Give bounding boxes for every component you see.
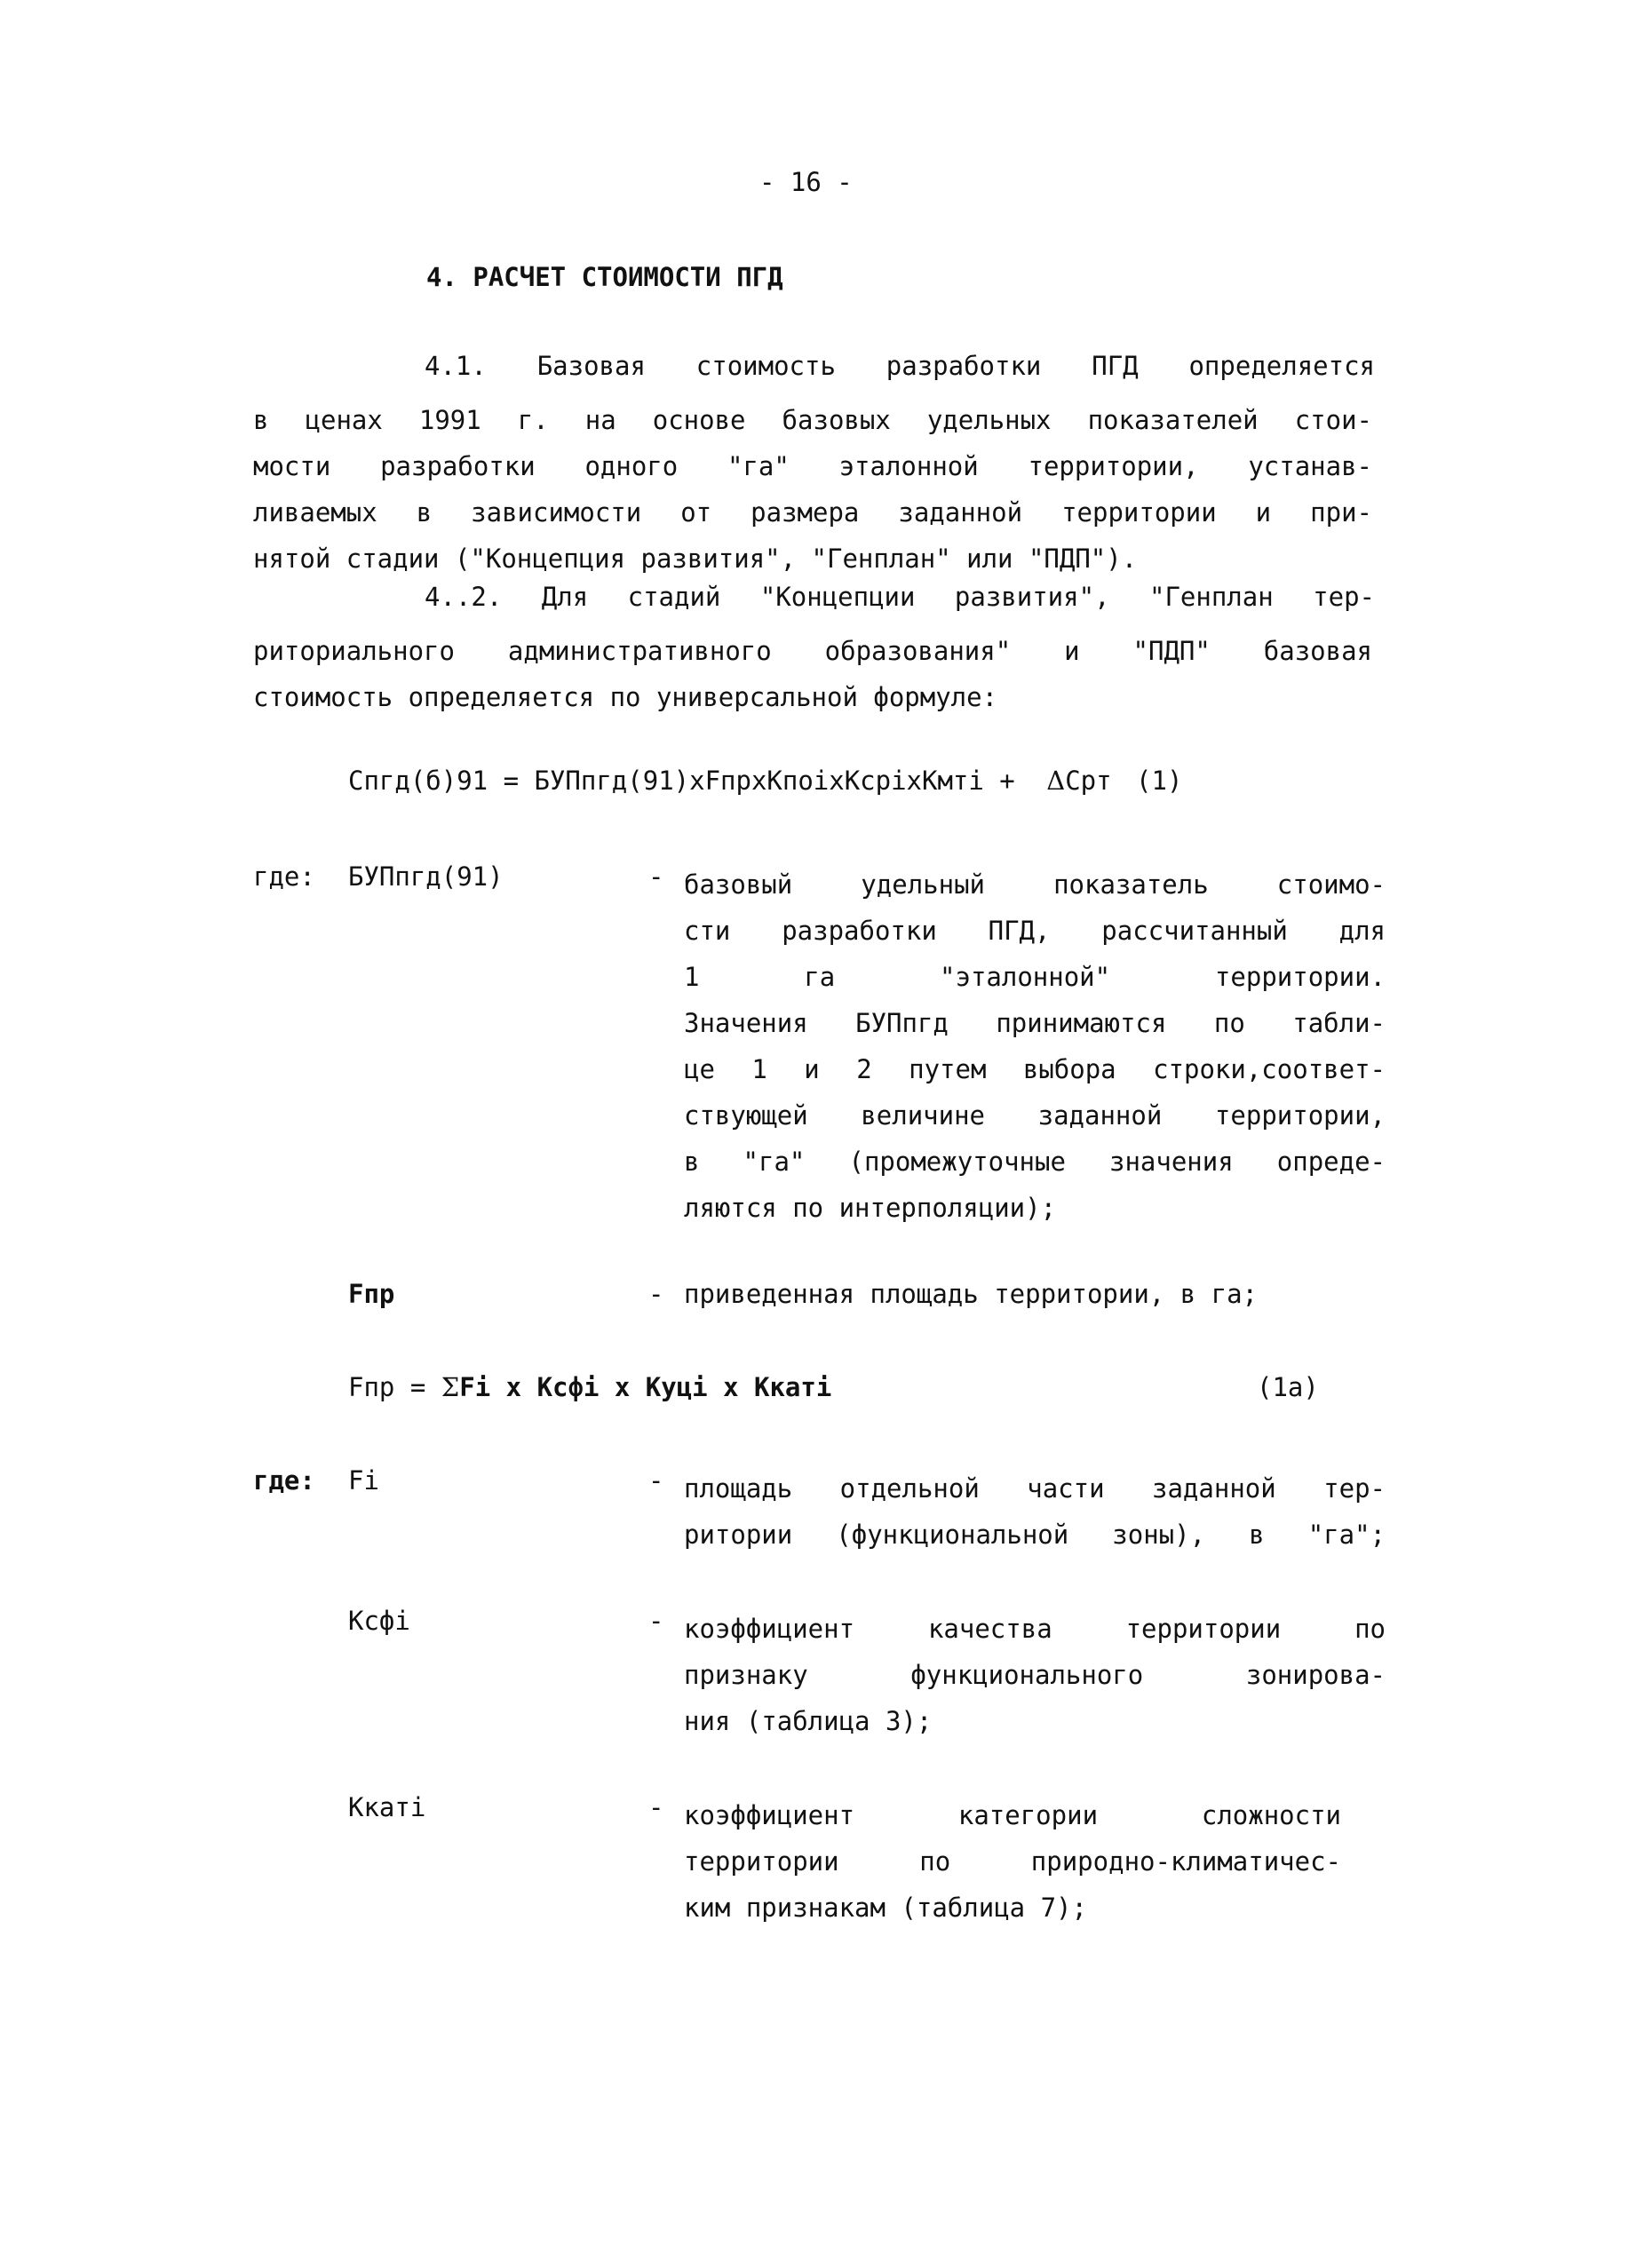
paragraph-line: 4..2. Для стадий "Концепции развития", "Генплан тер- bbox=[425, 582, 1375, 612]
definition-line: Значения БУПпгд принимаются по табли- bbox=[684, 1008, 1386, 1038]
definition-line: ляются по интерполяции); bbox=[684, 1193, 1057, 1223]
formula-1-tail: Срт bbox=[1065, 766, 1112, 796]
definition-line: признаку функционального зонирова- bbox=[684, 1660, 1386, 1690]
definition-line: 1 га "эталонной" территории. bbox=[684, 962, 1386, 992]
formula-1a-rhs: Fi х Ксфi х Куцi х Ккатi bbox=[459, 1372, 832, 1402]
definition-line: ким признакам (таблица 7); bbox=[684, 1893, 1087, 1923]
formula-1a-number: (1а) bbox=[1257, 1372, 1319, 1402]
page-number: - 16 - bbox=[759, 167, 853, 197]
definition-text bbox=[684, 1465, 1386, 1558]
formula-1-number: (1) bbox=[1136, 766, 1183, 796]
definition-line: площадь отдельной части заданной тер- bbox=[684, 1473, 1386, 1504]
paragraph-line: мости разработки одного "га" эталонной территории, устанав- bbox=[253, 451, 1372, 481]
definition-term: Fпр bbox=[348, 1279, 395, 1309]
definition-line: ствующей величине заданной территории, bbox=[684, 1100, 1386, 1131]
formula-1a-lhs: Fпр = bbox=[348, 1372, 441, 1402]
definition-dash: - bbox=[648, 1606, 664, 1636]
paragraph-line: ливаемых в зависимости от размера заданной территории и при- bbox=[253, 497, 1372, 528]
definition-text bbox=[684, 1606, 1386, 1744]
definition-line: территории по природно-климатичес- bbox=[684, 1846, 1341, 1877]
where-label: где: bbox=[253, 861, 315, 892]
definition-dash: - bbox=[648, 1279, 664, 1309]
definition-term: Ксфi bbox=[348, 1606, 410, 1636]
formula-1 bbox=[348, 766, 1182, 796]
definition-line: коэффициент категории сложности bbox=[684, 1800, 1341, 1830]
definition-text: приведенная площадь территории, в га; bbox=[684, 1279, 1259, 1309]
definition-line: ритории (функциональной зоны), в "га"; bbox=[684, 1520, 1386, 1550]
definition-line: ния (таблица 3); bbox=[684, 1706, 933, 1736]
definition-line: коэффициент качества территории по bbox=[684, 1614, 1386, 1644]
formula-1-text: Спгд(б)91 = БУПпгд(91)хFпрхКпоiхКсрiхКмтi + bbox=[348, 766, 1015, 796]
definition-term: Fi bbox=[348, 1465, 379, 1496]
where-label: где: bbox=[253, 1465, 315, 1496]
definition-term: Ккатi bbox=[348, 1792, 426, 1822]
definition-term: БУПпгд(91) bbox=[348, 861, 504, 892]
definition-line: це 1 и 2 путем выбора строки,соответ- bbox=[684, 1054, 1386, 1084]
paragraph-line: в ценах 1991 г. на основе базовых удельных показателей стои- bbox=[253, 405, 1372, 435]
paragraph-line: стоимость определяется по универсальной формуле: bbox=[253, 682, 998, 712]
paragraph-line: нятой стадии ("Концепция развития", "Генплан" или "ПДП"). bbox=[253, 544, 1138, 574]
sigma-symbol: Σ bbox=[441, 1372, 460, 1402]
definition-text bbox=[684, 1792, 1341, 1931]
definition-line: сти разработки ПГД, рассчитанный для bbox=[684, 916, 1386, 946]
delta-symbol: Δ bbox=[1046, 766, 1066, 796]
paragraph-line: 4.1. Базовая стоимость разработки ПГД определяется bbox=[425, 351, 1375, 381]
paragraph-line: риториального административного образования" и "ПДП" базовая bbox=[253, 636, 1372, 666]
formula-1a bbox=[348, 1372, 831, 1402]
definition-dash: - bbox=[648, 1465, 664, 1496]
definition-line: базовый удельный показатель стоимо- bbox=[684, 869, 1386, 900]
definition-text bbox=[684, 861, 1386, 1231]
definition-line: в "га" (промежуточные значения опреде- bbox=[684, 1147, 1386, 1177]
definition-dash: - bbox=[648, 1792, 664, 1822]
section-title: 4. РАСЧЕТ СТОИМОСТИ ПГД bbox=[426, 262, 783, 292]
definition-dash: - bbox=[648, 861, 664, 892]
